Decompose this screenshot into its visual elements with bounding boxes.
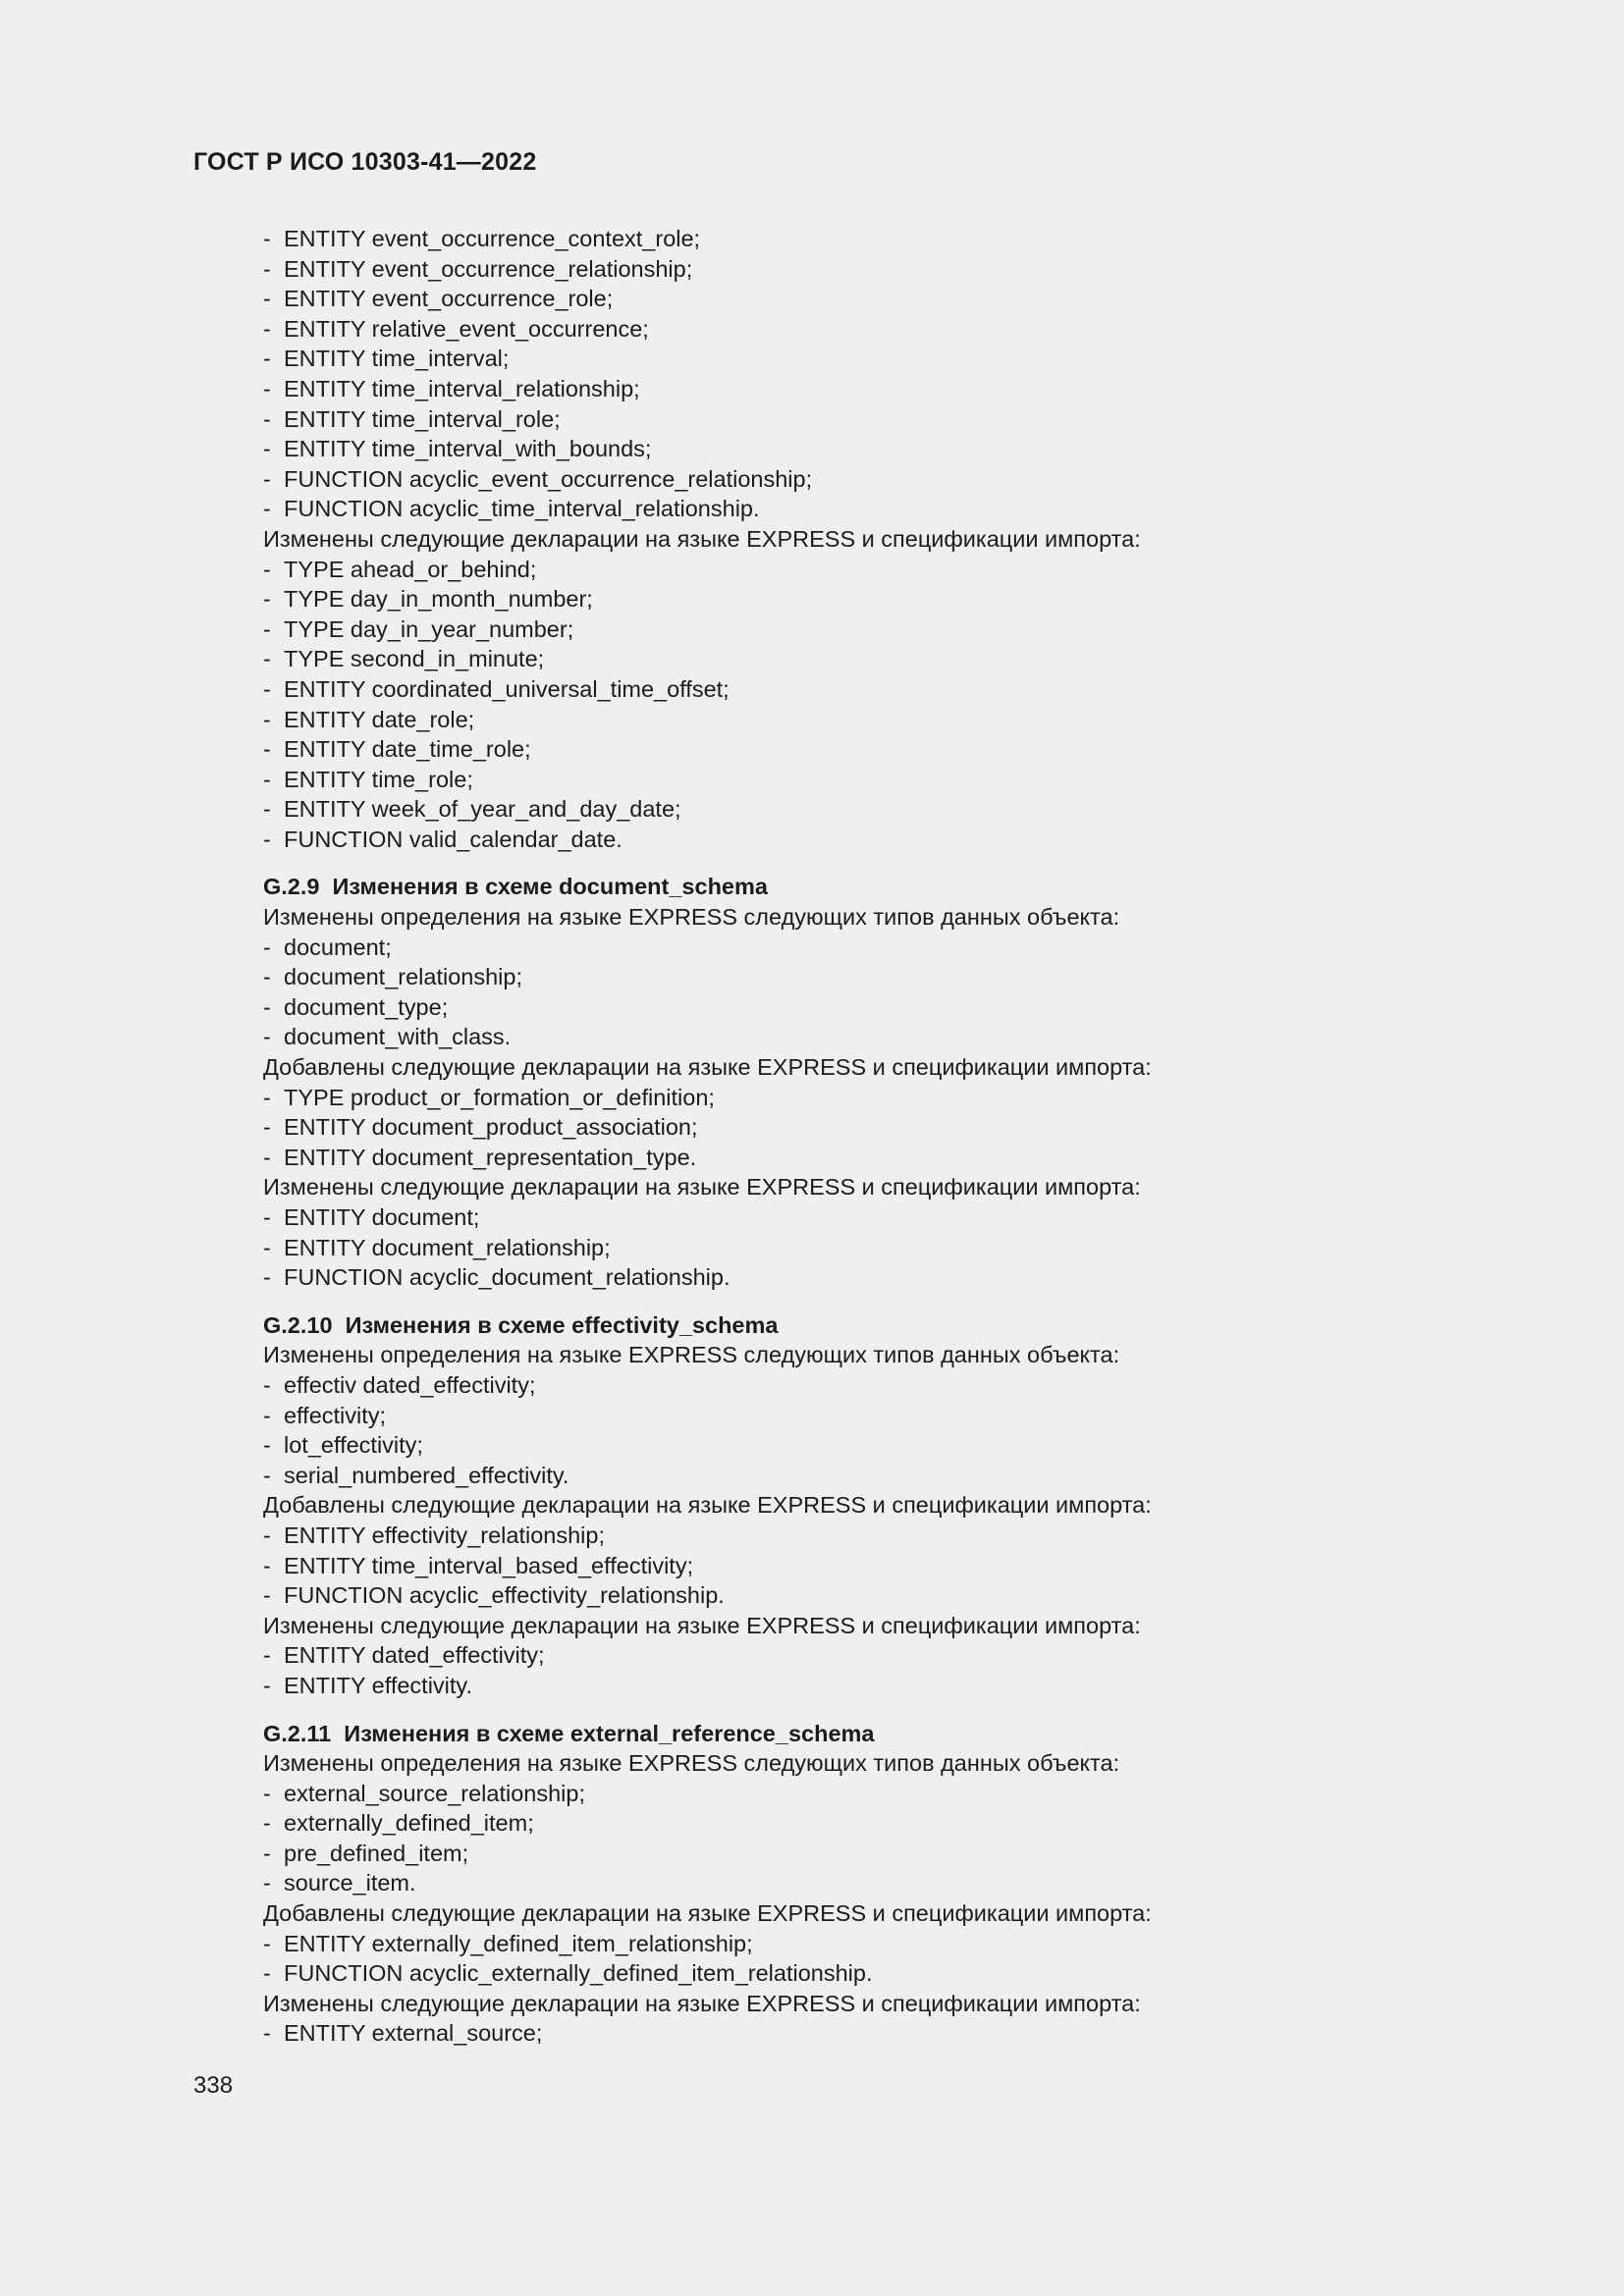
list-item-text: ENTITY time_interval;	[284, 346, 510, 372]
list-item-text: lot_effectivity;	[284, 1432, 423, 1459]
list-item	[263, 344, 1500, 374]
list-item-text: ENTITY effectivity.	[284, 1672, 472, 1698]
list-item-text: ENTITY effectivity_relationship;	[284, 1522, 605, 1548]
section-heading: G.2.9 Изменения в схеме document_schema	[263, 874, 768, 900]
list-dash: -	[263, 226, 271, 251]
list-dash: -	[263, 1840, 271, 1866]
added-declarations-intro: Добавлены следующие декларации на языке EXPRESS и спецификации импорта:	[263, 1054, 1152, 1081]
list-item	[263, 825, 1500, 855]
entity-types-intro: Изменены определения на языке EXPRESS следующих типов данных объекта:	[263, 904, 1120, 931]
list-item	[263, 1779, 1500, 1809]
list-item	[263, 1580, 1500, 1611]
list-item-text: ENTITY week_of_year_and_day_date;	[284, 796, 681, 823]
list-item	[263, 992, 1500, 1023]
list-item-text: ENTITY event_occurrence_role;	[284, 286, 614, 312]
list-item-text: ENTITY document_product_association;	[284, 1114, 698, 1141]
list-item	[263, 962, 1500, 992]
list-dash: -	[263, 1024, 271, 1050]
list-dash: -	[263, 2020, 271, 2047]
list-item-text: externally_defined_item;	[284, 1810, 534, 1837]
list-dash: -	[263, 646, 271, 672]
list-dash: -	[263, 405, 271, 432]
section-document-schema	[263, 872, 1500, 1292]
list-dash: -	[263, 1960, 271, 1987]
page-content	[263, 224, 1500, 2049]
list-item	[263, 1083, 1500, 1113]
list-item-text: ENTITY time_interval_with_bounds;	[284, 436, 652, 462]
list-item-text: document;	[284, 934, 392, 960]
list-item-text: ENTITY document_relationship;	[284, 1234, 611, 1260]
list-dash: -	[263, 1810, 271, 1837]
list-item-text: ENTITY document;	[284, 1204, 480, 1230]
list-item-text: effectivity;	[284, 1402, 387, 1428]
list-item	[263, 434, 1500, 464]
list-dash: -	[263, 1371, 271, 1398]
list-item-text: ENTITY event_occurrence_relationship;	[284, 255, 693, 282]
list-item	[263, 584, 1500, 614]
list-dash: -	[263, 1234, 271, 1260]
list-dash: -	[263, 315, 271, 342]
list-item	[263, 1233, 1500, 1263]
list-item	[263, 374, 1500, 404]
list-dash: -	[263, 1672, 271, 1698]
list-item-text: FUNCTION valid_calendar_date.	[284, 826, 623, 852]
list-dash: -	[263, 766, 271, 792]
changed-declarations-intro: Изменены следующие декларации на языке EXPRESS и спецификации импорта:	[263, 525, 1141, 552]
list-item	[263, 765, 1500, 795]
list-item-text: ENTITY external_source;	[284, 2020, 543, 2047]
list-item	[263, 614, 1500, 645]
list-item-text: TYPE product_or_formation_or_definition;	[284, 1084, 715, 1110]
list-dash: -	[263, 1870, 271, 1896]
list-dash: -	[263, 255, 271, 282]
list-item	[263, 1202, 1500, 1233]
list-item-text: ENTITY relative_event_occurrence;	[284, 315, 649, 342]
list-item	[263, 933, 1500, 963]
list-dash: -	[263, 796, 271, 823]
list-item	[263, 1839, 1500, 1869]
list-item	[263, 1262, 1500, 1293]
list-dash: -	[263, 375, 271, 401]
list-item	[263, 1929, 1500, 1959]
list-item	[263, 555, 1500, 585]
list-item	[263, 1143, 1500, 1173]
list-item	[263, 1958, 1500, 1989]
list-item	[263, 1868, 1500, 1898]
list-dash: -	[263, 993, 271, 1020]
list-item-text: ENTITY date_time_role;	[284, 736, 531, 763]
changed-declarations-intro: Изменены следующие декларации на языке EXPRESS и спецификации импорта:	[263, 1990, 1141, 2016]
list-item-text: document_with_class.	[284, 1024, 512, 1050]
section-effectivity-schema	[263, 1310, 1500, 1701]
list-item-text: TYPE second_in_minute;	[284, 646, 545, 672]
list-item	[263, 1640, 1500, 1671]
list-item-text: ENTITY date_role;	[284, 706, 475, 732]
list-item-text: ENTITY time_interval_based_effectivity;	[284, 1552, 694, 1578]
list-item-text: source_item.	[284, 1870, 416, 1896]
list-item-text: ENTITY time_interval_relationship;	[284, 375, 640, 401]
section-heading: G.2.11 Изменения в схеме external_reference_schema	[263, 1720, 875, 1746]
list-item	[263, 674, 1500, 705]
list-dash: -	[263, 286, 271, 312]
entity-types-intro: Изменены определения на языке EXPRESS следующих типов данных объекта:	[263, 1342, 1120, 1368]
list-dash: -	[263, 615, 271, 642]
list-item	[263, 2018, 1500, 2049]
list-dash: -	[263, 1582, 271, 1609]
list-dash: -	[263, 1780, 271, 1806]
list-item-text: ENTITY time_interval_role;	[284, 405, 561, 432]
list-dash: -	[263, 556, 271, 582]
list-dash: -	[263, 1930, 271, 1956]
list-dash: -	[263, 496, 271, 522]
list-item-text: TYPE day_in_year_number;	[284, 615, 574, 642]
list-item-text: FUNCTION acyclic_externally_defined_item_relationship.	[284, 1960, 873, 1987]
entity-types-intro: Изменены определения на языке EXPRESS следующих типов данных объекта:	[263, 1750, 1120, 1777]
list-item	[263, 1022, 1500, 1052]
list-item-text: TYPE day_in_month_number;	[284, 586, 593, 613]
list-item	[263, 254, 1500, 285]
list-dash: -	[263, 1144, 271, 1170]
list-item-text: TYPE ahead_or_behind;	[284, 556, 537, 582]
list-dash: -	[263, 1462, 271, 1488]
list-dash: -	[263, 1402, 271, 1428]
intro-list	[263, 224, 1500, 854]
list-item-text: pre_defined_item;	[284, 1840, 469, 1866]
list-item	[263, 794, 1500, 825]
list-item	[263, 314, 1500, 345]
list-item	[263, 1461, 1500, 1491]
list-item	[263, 1671, 1500, 1701]
list-dash: -	[263, 706, 271, 732]
list-item-text: ENTITY document_representation_type.	[284, 1144, 697, 1170]
list-item	[263, 705, 1500, 735]
list-item-text: FUNCTION acyclic_document_relationship.	[284, 1264, 731, 1291]
list-dash: -	[263, 465, 271, 492]
page-number: 338	[193, 2072, 234, 2099]
list-item-text: ENTITY coordinated_universal_time_offset;	[284, 675, 730, 702]
list-item	[263, 1112, 1500, 1143]
list-item-text: ENTITY event_occurrence_context_role;	[284, 226, 701, 251]
list-dash: -	[263, 1114, 271, 1141]
list-item	[263, 1808, 1500, 1839]
list-item	[263, 1521, 1500, 1551]
list-item-text: FUNCTION acyclic_event_occurrence_relationship;	[284, 465, 813, 492]
list-item	[263, 404, 1500, 435]
list-dash: -	[263, 1204, 271, 1230]
list-item	[263, 224, 1500, 254]
list-dash: -	[263, 1432, 271, 1459]
list-dash: -	[263, 1642, 271, 1669]
list-dash: -	[263, 346, 271, 372]
list-item-text: ENTITY externally_defined_item_relationship;	[284, 1930, 753, 1956]
list-dash: -	[263, 586, 271, 613]
list-item	[263, 1370, 1500, 1401]
list-item-text: ENTITY time_role;	[284, 766, 473, 792]
list-item-text: effectiv dated_effectivity;	[284, 1371, 536, 1398]
changed-declarations-intro: Изменены следующие декларации на языке EXPRESS и спецификации импорта:	[263, 1174, 1141, 1201]
document-header: ГОСТ Р ИСО 10303-41—2022	[193, 148, 537, 176]
list-dash: -	[263, 1522, 271, 1548]
list-dash: -	[263, 736, 271, 763]
list-item-text: FUNCTION acyclic_time_interval_relationship.	[284, 496, 760, 522]
list-item	[263, 284, 1500, 314]
list-item-text: serial_numbered_effectivity.	[284, 1462, 569, 1488]
list-item	[263, 494, 1500, 524]
changed-declarations-intro: Изменены следующие декларации на языке EXPRESS и спецификации импорта:	[263, 1612, 1141, 1638]
list-item	[263, 734, 1500, 765]
section-external-reference-schema	[263, 1719, 1500, 2050]
added-declarations-intro: Добавлены следующие декларации на языке EXPRESS и спецификации импорта:	[263, 1492, 1152, 1519]
list-dash: -	[263, 964, 271, 990]
list-item	[263, 1401, 1500, 1431]
list-item-text: external_source_relationship;	[284, 1780, 585, 1806]
list-item-text: ENTITY dated_effectivity;	[284, 1642, 545, 1669]
added-declarations-intro: Добавлены следующие декларации на языке EXPRESS и спецификации импорта:	[263, 1900, 1152, 1927]
list-item-text: document_type;	[284, 993, 449, 1020]
section-heading: G.2.10 Изменения в схеме effectivity_schema	[263, 1311, 779, 1338]
list-dash: -	[263, 1264, 271, 1291]
list-item-text: FUNCTION acyclic_effectivity_relationship.	[284, 1582, 725, 1609]
list-item	[263, 1551, 1500, 1581]
list-item-text: document_relationship;	[284, 964, 522, 990]
list-dash: -	[263, 1084, 271, 1110]
list-item	[263, 464, 1500, 495]
list-item	[263, 644, 1500, 674]
list-dash: -	[263, 1552, 271, 1578]
list-dash: -	[263, 826, 271, 852]
list-item	[263, 1430, 1500, 1461]
list-dash: -	[263, 675, 271, 702]
list-dash: -	[263, 436, 271, 462]
list-dash: -	[263, 934, 271, 960]
